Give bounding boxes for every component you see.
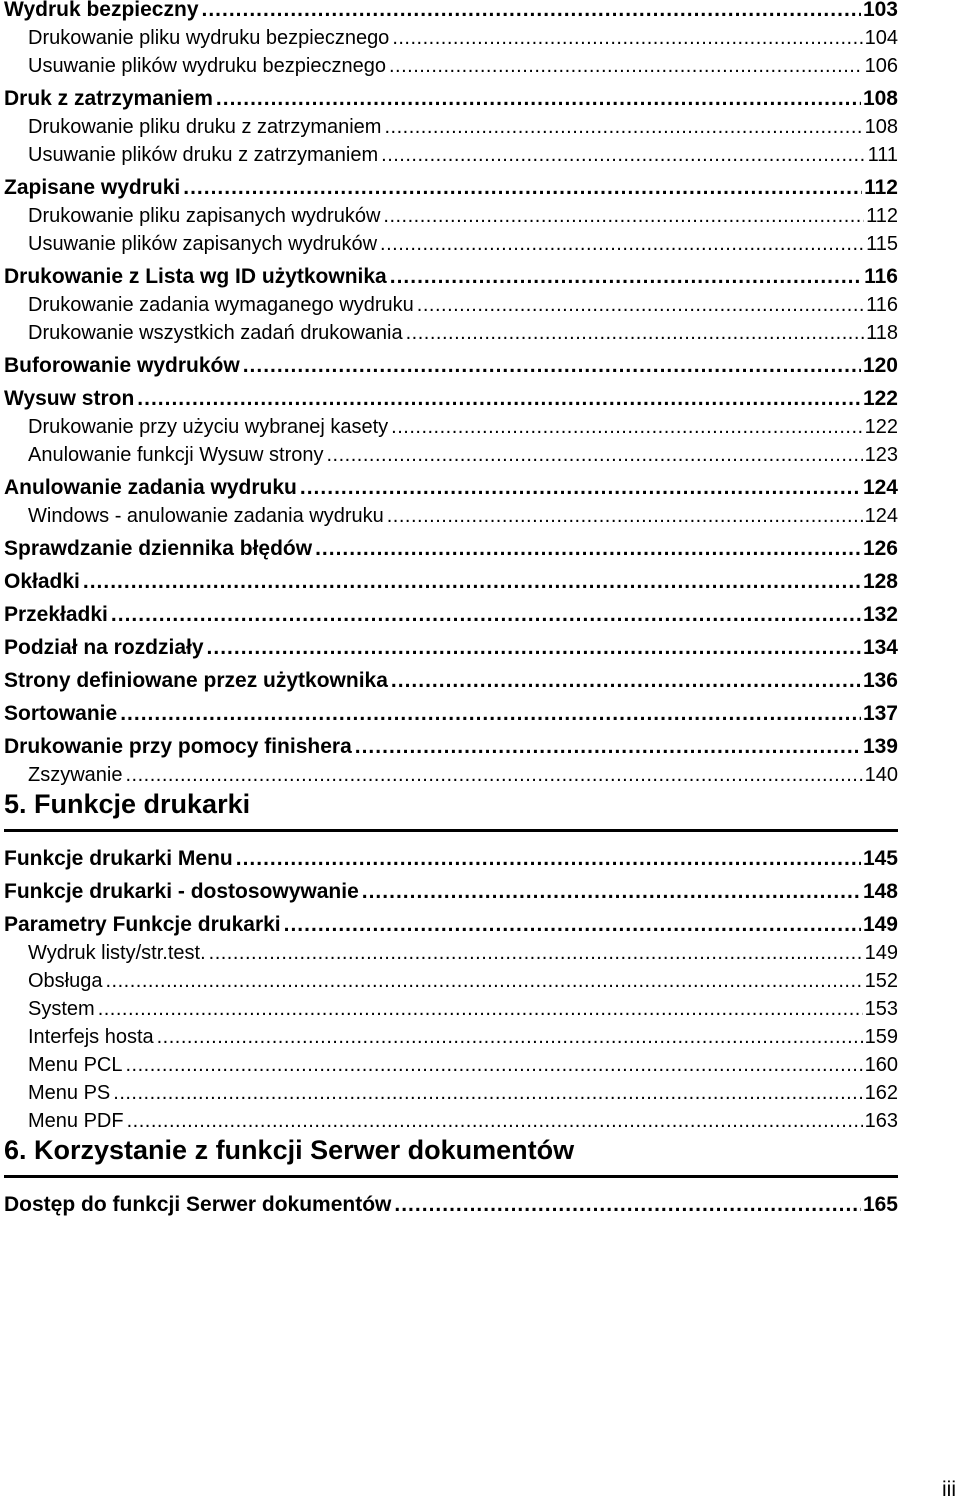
toc-entry-title: Wysuw stron	[4, 387, 135, 410]
page-number: iii	[942, 1478, 956, 1501]
toc-dot-leader	[83, 568, 861, 596]
toc-subentry[interactable]	[28, 291, 898, 319]
toc-page-number: 134	[862, 636, 898, 659]
toc-entry[interactable]	[4, 601, 898, 629]
toc-page-number: 124	[862, 476, 898, 499]
toc-entry-title: Drukowanie przy pomocy finishera	[4, 735, 352, 758]
toc-page-number: 137	[862, 702, 898, 725]
toc-entry-title: Drukowanie przy użyciu wybranej kasety	[28, 416, 389, 438]
toc-entry-title: Menu PDF	[28, 1110, 124, 1132]
toc-page-number: 108	[864, 116, 898, 138]
chapter-heading	[4, 787, 898, 832]
toc-entry-title: Usuwanie plików zapisanych wydruków	[28, 233, 378, 255]
toc-dot-leader	[394, 1191, 861, 1219]
toc-entry-title: Usuwanie plików druku z zatrzymaniem	[28, 144, 379, 166]
toc-page-number: 116	[866, 294, 898, 316]
toc-page-number: 104	[864, 27, 898, 49]
toc-subentry[interactable]	[28, 761, 898, 789]
toc-page-number: 139	[862, 735, 898, 758]
toc-dot-leader	[126, 1051, 863, 1079]
toc-entry-title: Menu PCL	[28, 1054, 123, 1076]
toc-subentry[interactable]	[28, 995, 898, 1023]
toc-page-number: 112	[866, 205, 898, 227]
toc-entry[interactable]	[4, 85, 898, 113]
toc-page-number: 136	[862, 669, 898, 692]
toc-page-number: 162	[864, 1082, 898, 1104]
toc-page-number: 149	[862, 913, 898, 936]
toc-dot-leader	[284, 911, 861, 939]
toc-page-number: 128	[862, 570, 898, 593]
chapter-title: 5. Funkcje drukarki	[4, 789, 251, 819]
toc-page-number: 118	[866, 322, 898, 344]
toc-entry-title: System	[28, 998, 95, 1020]
toc-entry[interactable]	[4, 733, 898, 761]
toc-page-number: 165	[862, 1193, 898, 1216]
toc-subentry[interactable]	[28, 230, 898, 258]
toc-dot-leader	[362, 878, 861, 906]
toc-dot-leader	[315, 535, 861, 563]
toc-entry[interactable]	[4, 352, 898, 380]
toc-subentry[interactable]	[28, 502, 898, 530]
toc-page-number: 120	[862, 354, 898, 377]
toc-entry[interactable]	[4, 634, 898, 662]
toc-page-number: 152	[864, 970, 898, 992]
toc-entry[interactable]	[4, 568, 898, 596]
toc-entry-title: Funkcje drukarki Menu	[4, 847, 233, 870]
toc-entry-title: Anulowanie funkcji Wysuw strony	[28, 444, 324, 466]
toc-dot-leader	[157, 1023, 863, 1051]
toc-dot-leader	[125, 761, 862, 789]
toc-dot-leader	[384, 113, 862, 141]
toc-entry-title: Zapisane wydruki	[4, 176, 181, 199]
toc-page-number: 148	[862, 880, 898, 903]
toc-entry[interactable]	[4, 845, 898, 873]
toc-subentry[interactable]	[28, 441, 898, 469]
toc-entry-title: Funkcje drukarki - dostosowywanie	[4, 880, 359, 903]
toc-entry-title: Drukowanie pliku wydruku bezpiecznego	[28, 27, 390, 49]
toc-subentry[interactable]	[28, 202, 898, 230]
toc-entry-title: Podział na rozdziały	[4, 636, 204, 659]
toc-entry[interactable]	[4, 263, 898, 291]
toc-entry-title: Buforowanie wydruków	[4, 354, 240, 377]
toc-dot-leader	[389, 52, 863, 80]
toc-page-number: 149	[864, 942, 898, 964]
toc-entry-title: Drukowanie zadania wymaganego wydruku	[28, 294, 414, 316]
toc-dot-leader	[106, 967, 863, 995]
toc-page-number: 159	[864, 1026, 898, 1048]
toc-entry-title: Drukowanie z Lista wg ID użytkownika	[4, 265, 387, 288]
toc-dot-leader	[113, 1079, 862, 1107]
toc-entry-title: Strony definiowane przez użytkownika	[4, 669, 388, 692]
toc-dot-leader	[216, 85, 861, 113]
toc-entry[interactable]	[4, 667, 898, 695]
toc-page-number: 163	[864, 1110, 898, 1132]
toc-dot-leader	[355, 733, 861, 761]
toc-entry[interactable]	[4, 385, 898, 413]
toc-dot-leader	[127, 1107, 863, 1135]
toc-page-number: 122	[862, 387, 898, 410]
toc-entry-title: Przekładki	[4, 603, 108, 626]
toc-entry-title: Wydruk listy/str.test.	[28, 942, 206, 964]
toc-page-number: 115	[866, 233, 898, 255]
toc-entry[interactable]	[4, 474, 898, 502]
toc-dot-leader	[381, 141, 865, 169]
toc-entry-title: Drukowanie pliku zapisanych wydruków	[28, 205, 381, 227]
toc-dot-leader	[207, 634, 861, 662]
toc-dot-leader	[236, 845, 861, 873]
toc-page-number: 112	[864, 176, 898, 199]
toc-entry-title: Zszywanie	[28, 764, 123, 786]
toc-page-number: 122	[864, 416, 898, 438]
toc-entry-title: Obsługa	[28, 970, 103, 992]
toc-subentry[interactable]	[28, 141, 898, 169]
toc-subentry[interactable]	[28, 1051, 898, 1079]
toc-page-number: 111	[867, 144, 898, 166]
toc-entry-title: Dostęp do funkcji Serwer dokumentów	[4, 1193, 392, 1216]
toc-subentry[interactable]	[28, 319, 898, 347]
toc-entry-title: Sprawdzanie dziennika błędów	[4, 537, 313, 560]
toc-entry-title: Okładki	[4, 570, 80, 593]
toc-page-number: 132	[862, 603, 898, 626]
toc-page-number: 145	[862, 847, 898, 870]
toc-entry-title: Menu PS	[28, 1082, 111, 1104]
toc-entry[interactable]	[4, 878, 898, 906]
toc-entry-title: Parametry Funkcje drukarki	[4, 913, 281, 936]
toc-subentry[interactable]	[28, 967, 898, 995]
toc-page-number: 106	[864, 55, 898, 77]
toc-entry-title: Usuwanie plików wydruku bezpiecznego	[28, 55, 386, 77]
chapter-title: 6. Korzystanie z funkcji Serwer dokumentów	[4, 1135, 575, 1165]
toc-dot-leader	[327, 441, 863, 469]
toc-dot-leader	[202, 0, 861, 24]
toc-subentry[interactable]	[28, 113, 898, 141]
toc-dot-leader	[300, 474, 861, 502]
toc-entry-title: Sortowanie	[4, 702, 118, 725]
toc-subentry[interactable]	[28, 1023, 898, 1051]
toc-dot-leader	[417, 291, 864, 319]
toc-entry[interactable]	[4, 700, 898, 728]
toc-page-number: 153	[864, 998, 898, 1020]
toc-dot-leader	[383, 202, 864, 230]
toc-entry[interactable]	[4, 1191, 898, 1219]
toc-dot-leader	[391, 413, 862, 441]
toc-entry[interactable]	[4, 911, 898, 939]
toc-dot-leader	[390, 263, 862, 291]
toc-subentry[interactable]	[28, 52, 898, 80]
toc-page-number: 108	[862, 87, 898, 110]
toc-page-number: 103	[862, 0, 898, 21]
toc-page-number: 140	[864, 764, 898, 786]
toc-subentry[interactable]	[28, 413, 898, 441]
chapter-rule	[4, 1175, 898, 1178]
toc-page-number: 124	[864, 505, 898, 527]
toc-entry-title: Drukowanie pliku druku z zatrzymaniem	[28, 116, 382, 138]
toc-page-number: 160	[864, 1054, 898, 1076]
toc-entry[interactable]	[4, 174, 898, 202]
toc-dot-leader	[120, 700, 861, 728]
toc-entry-title: Druk z zatrzymaniem	[4, 87, 213, 110]
toc-page-number: 126	[862, 537, 898, 560]
toc-dot-leader	[243, 352, 861, 380]
toc-entry-title: Anulowanie zadania wydruku	[4, 476, 297, 499]
chapter-rule	[4, 829, 898, 832]
chapter-heading	[4, 1133, 898, 1178]
toc-subentry[interactable]	[28, 1079, 898, 1107]
toc-dot-leader	[391, 667, 861, 695]
toc-entry[interactable]	[4, 535, 898, 563]
toc-subentry[interactable]	[28, 939, 898, 967]
toc-dot-leader	[98, 995, 863, 1023]
toc-dot-leader	[137, 385, 861, 413]
toc-page-number: 123	[864, 444, 898, 466]
toc-dot-leader	[209, 939, 863, 967]
toc-entry-title: Interfejs hosta	[28, 1026, 154, 1048]
toc-dot-leader	[111, 601, 861, 629]
toc-entry-title: Wydruk bezpieczny	[4, 0, 199, 21]
toc-dot-leader	[392, 24, 862, 52]
toc-entry-title: Drukowanie wszystkich zadań drukowania	[28, 322, 403, 344]
toc-subentry[interactable]	[28, 1107, 898, 1135]
toc-entry-title: Windows - anulowanie zadania wydruku	[28, 505, 384, 527]
toc-entry[interactable]	[4, 0, 898, 24]
toc-subentry[interactable]	[28, 24, 898, 52]
toc-dot-leader	[406, 319, 864, 347]
toc-dot-leader	[387, 502, 863, 530]
toc-dot-leader	[380, 230, 864, 258]
toc-dot-leader	[183, 174, 862, 202]
toc-page-number: 116	[864, 265, 898, 288]
